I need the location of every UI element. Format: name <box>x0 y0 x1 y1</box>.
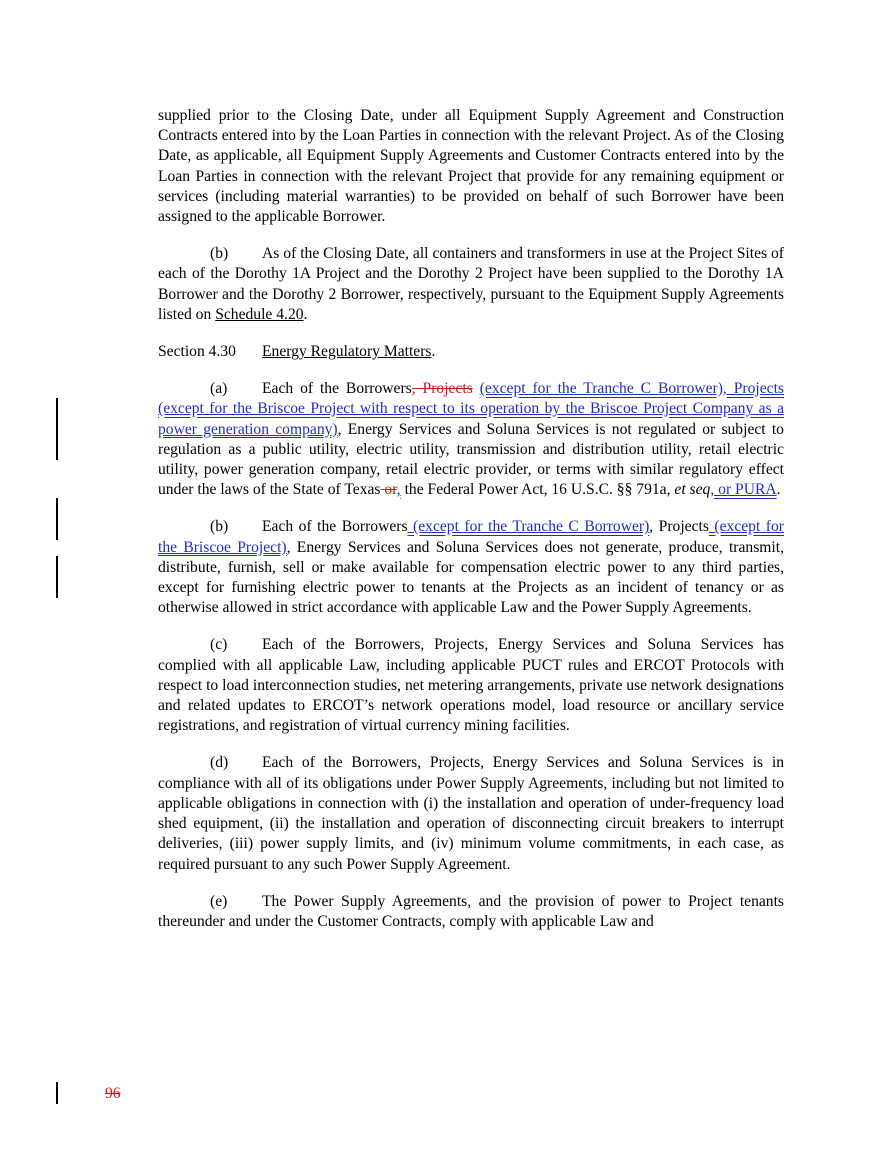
text-run <box>473 380 480 397</box>
paragraph-d-obligations <box>158 753 784 874</box>
change-bar <box>56 398 58 460</box>
paragraph-b-power-sales <box>158 517 784 618</box>
paragraph-number: (b) <box>210 245 229 263</box>
text-run: the Federal Power Act, 16 U.S.C. §§ 791a, <box>400 481 675 499</box>
insertion: , or PURA <box>710 481 777 499</box>
insertion: (except for the Tranche C Borrower), Projects (except for the Briscoe Project with respect to its operation by the Briscoe Project Company as a power generation company) <box>158 380 784 438</box>
section-number: Section 4.30 <box>158 343 236 361</box>
schedule-reference: Schedule 4.20 <box>215 305 304 323</box>
body-text <box>158 106 784 932</box>
insertion: (except for the Briscoe Project) <box>158 518 784 556</box>
period: . <box>303 305 308 323</box>
change-bar <box>56 556 58 598</box>
insertion: (except for the Tranche C Borrower) <box>407 518 650 536</box>
text-run: , Energy Services and Soluna Services does not generate, produce, transmit, distribute, furnish, sell or make available for compensation electric power to any third parties, except for furnishing electric power to tenants at the Projects as an incident of tenancy or as otherwise allowed in strict accordance with applicable Law and the Power Supply Agreements. <box>158 538 784 617</box>
paragraph-c-compliance <box>158 635 784 736</box>
period: . <box>776 481 781 499</box>
paragraph-b-containers <box>158 244 784 325</box>
paragraph-number: (e) <box>210 892 228 910</box>
paragraph-number: (d) <box>210 754 229 772</box>
paragraph-number: (c) <box>210 636 228 654</box>
text-run: Each of the Borrowers <box>262 518 408 536</box>
insertion: , <box>396 481 401 499</box>
text-run: , Projects <box>649 518 709 536</box>
paragraph-number: (b) <box>210 518 229 536</box>
period: . <box>431 343 436 361</box>
text-run: , Energy Services and Soluna Services is not regulated or subject to regulation as a public utility, electric utility, transmission and distribution utility, retail electric utility, power generation company, retail electric provider, or terms with similar regulatory effect under the laws of the State of Texas <box>158 420 784 499</box>
paragraph-text: The Power Supply Agreements, and the provision of power to Project tenants thereunder and under the Customer Contracts, comply with applicable Law and <box>158 892 784 930</box>
paragraph-e-agreements <box>158 892 784 932</box>
paragraph-number: (a) <box>210 380 228 398</box>
paragraph-a-regulation <box>158 379 784 500</box>
deletion: or <box>380 481 397 499</box>
page-number: 96 <box>105 1085 121 1102</box>
deletion: , Projects <box>411 380 473 398</box>
text-run: Each of the Borrowers <box>262 380 412 398</box>
section-heading <box>158 342 784 362</box>
paragraph-text: Each of the Borrowers, Projects, Energy Services and Soluna Services has complied with all applicable Law, including applicable PUCT rules and ERCOT Protocols with respect to load interconnection studies, net metering arrangements, private use network designations and related updates to ERCOT’s network operations model, load resource or ancillary service registrations, and registration of virtual currency mining facilities. <box>158 636 784 735</box>
section-title: Energy Regulatory Matters <box>262 343 432 361</box>
change-bar <box>56 498 58 540</box>
change-bar <box>56 1082 58 1104</box>
paragraph-text: As of the Closing Date, all containers and transformers in use at the Project Sites of each of the Dorothy 1A Project and the Dorothy 2 Project have been supplied to the Dorothy 1A Borrower and the Dorothy 2 Borrower, respectively, pursuant to the Equipment Supply Agreements listed on <box>158 245 784 323</box>
paragraph-text: Each of the Borrowers, Projects, Energy Services and Soluna Services is in compliance with all of its obligations under Power Supply Agreements, including but not limited to applicable obligations in connection with (i) the installation and operation of under-frequency load shed equipment, (ii) the installation and operation of disconnecting circuit breakers to interrupt deliveries, (iii) power supply limits, and (iv) minimum volume commitments, in each case, as required pursuant to any such Power Supply Agreement. <box>158 754 784 873</box>
paragraph-intro: supplied prior to the Closing Date, under all Equipment Supply Agreement and Construction Contracts entered into by the Loan Parties in connection with the relevant Project. As of the Closing Date, as applicable, all Equipment Supply Agreements and Customer Contracts entered into by the Loan Parties in connection with the relevant Project that provide for any remaining equipment or services (including material warranties) to be provided on behalf of such Borrower have been assigned to the applicable Borrower. <box>158 107 784 226</box>
italic-text: et seq <box>674 481 711 499</box>
